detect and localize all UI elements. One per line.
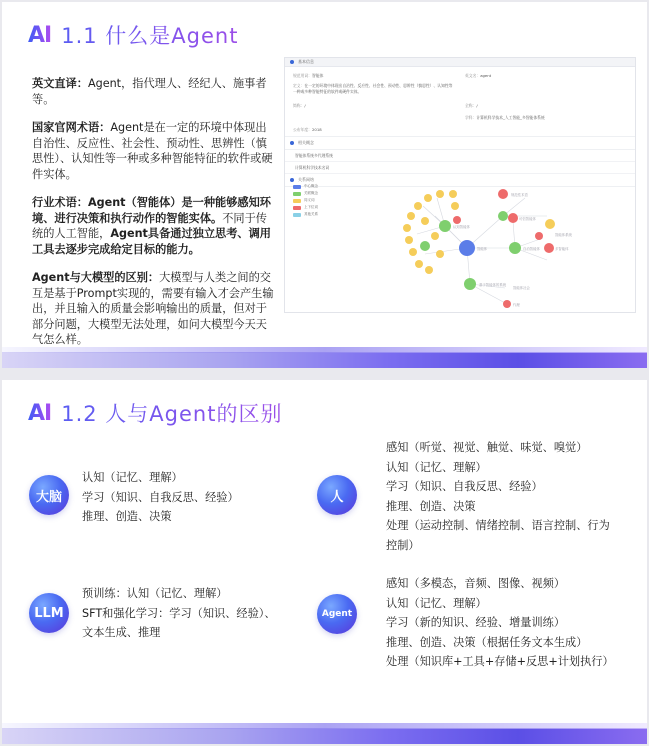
para-national-text: Agent是在一定的环境中体现出自治性、反应性、社会性、预动性、思辨性（慎思性）、认知性等一种或多种智能特征的软件或硬件实体。 (32, 121, 273, 181)
term-lookup-screenshot (284, 57, 636, 313)
svg-text:多智能体: 多智能体 (555, 247, 569, 251)
list-item: 推理、创造、决策 (386, 499, 476, 513)
para-difference-text: 大模型与人类之间的交互是基于Prompt实现的，需要有输入才会产生输出，并且输入的质量会影响输出的质量，但对于部分问题，大模型无法处理，如问大模型今天天气怎么样。 (32, 271, 274, 346)
slide-1-title-row (28, 20, 238, 50)
para-industry-label: 行业术语： (32, 196, 88, 209)
list-item: 学习（知识、自我反思、经验） (386, 480, 543, 493)
para-english-text: Agent，指代理人、经纪人、施事者等。 (32, 77, 267, 106)
para-industry: 行业术语：Agent（智能体）是一种能够感知环境、进行决策和执行动作的智能实体。不同于传统的人工智能，Agent具备通过独立思考、调用工具去逐步完成给定目标的能力。 (32, 196, 271, 256)
para-english (32, 76, 274, 107)
svg-text:可信智能体: 可信智能体 (519, 217, 536, 221)
ai-logo: AI (28, 400, 52, 426)
list-item: 感知（听觉、视觉、触觉、味觉、嗅觉） (386, 441, 588, 454)
list-item: 认知（记忆、理解） (386, 460, 487, 474)
list-item: 认知（记忆、理解） (386, 596, 487, 610)
list-item: 文本生成、推理 (82, 626, 161, 639)
svg-text:规范性术语: 规范性术语 (511, 193, 528, 197)
para-english-label: 英文直译： (32, 77, 88, 90)
para-difference-label: Agent与大模型的区别： (32, 271, 160, 284)
slide-2-title-row (28, 398, 282, 428)
legend-item: 中心概念 (293, 184, 318, 189)
list-item: 预训练：认知（记忆、理解） (82, 587, 228, 600)
list-item: 处理（知识库+工具+存储+反思+计划执行） (386, 655, 614, 668)
para-difference (32, 270, 274, 348)
brain-badge: 大脑 (29, 475, 69, 515)
llm-badge: LLM (29, 593, 69, 633)
screenshot-section-related: 相关概念 (285, 137, 635, 150)
screenshot-fields: 规范用词：智能体 英文名：agent 定义：在一定的环境中体现出自治性、反应性、社会性、预动性、思辨性（慎思性）、认知性等一种或多种智能特征的软件或硬件实体。 简称：/ 全称：/ 学科：计算机科学技术_人工智能_多智能体系统 公布年度：2018 (285, 67, 635, 137)
definition-text (32, 76, 274, 361)
legend-item: 关联概念 (293, 191, 318, 196)
list-item: 推理、创造、决策 (82, 510, 172, 523)
list-item: 学习（新的知识、经验、增量训练） (386, 616, 566, 629)
relation-network-graph (285, 176, 635, 313)
screenshot-section-basic: 基本信息 (285, 58, 635, 67)
svg-text:智能体系统: 智能体系统 (555, 233, 572, 237)
list-item: 认知（记忆、理解） (82, 471, 183, 484)
svg-text:基于智能体的系统: 基于智能体的系统 (479, 283, 507, 287)
slide-1-title: 1.1 什么是Agent (61, 20, 238, 50)
brain-list (82, 468, 239, 527)
list-item: 感知（多模态，音频、图像、视频） (386, 577, 566, 590)
related-row: 计算机科学技术名词 (285, 162, 635, 174)
para-national (32, 120, 274, 182)
list-item: 处理（运动控制、情绪控制、语言控制、行为 (386, 519, 610, 532)
human-list (386, 438, 610, 555)
slide-1 (2, 2, 647, 368)
svg-text:代理: 代理 (513, 303, 520, 307)
slide-2-footer-band (2, 728, 647, 744)
network-svg (285, 176, 637, 313)
para-national-label: 国家官网术语： (32, 121, 111, 134)
ai-logo: AI (28, 22, 52, 48)
list-item: SFT和强化学习：学习（知识、经验）、 (82, 606, 276, 620)
svg-text:智能体: 智能体 (477, 247, 488, 251)
slide-2-title: 1.2 人与Agent的区别 (61, 398, 282, 428)
slide-1-footer-band (2, 352, 647, 368)
svg-text:认知智能体: 认知智能体 (453, 225, 470, 229)
legend-item: 同义词 (293, 198, 318, 203)
screenshot-section-network: 关系网络 (285, 174, 635, 187)
graph-legend (293, 184, 318, 219)
list-item: 学习（知识、自我反思、经验） (82, 490, 239, 504)
agent-badge: Agent (317, 594, 357, 634)
legend-item: 其他关系 (293, 212, 318, 217)
list-item: 推理、创造、决策（根据任务文本生成） (386, 635, 588, 649)
human-badge: 人 (317, 475, 357, 515)
svg-text:自治智能体: 自治智能体 (523, 247, 540, 251)
slide-2 (2, 380, 647, 744)
list-item: 控制） (386, 538, 420, 552)
legend-item: 上下位词 (293, 205, 318, 210)
para-industry-bold: Agent（智能体）是一种能够感知环境、进行决策和执行动作的智能实体。 (32, 196, 271, 225)
agent-list (386, 574, 614, 672)
llm-list (82, 584, 276, 643)
para-industry-bold2: Agent具备通过独立思考、调用工具去逐步完成给定目标的能力。 (32, 227, 271, 256)
svg-text:智能体社会: 智能体社会 (513, 286, 530, 290)
related-row: 智能体系统多代理系统 (285, 150, 635, 162)
